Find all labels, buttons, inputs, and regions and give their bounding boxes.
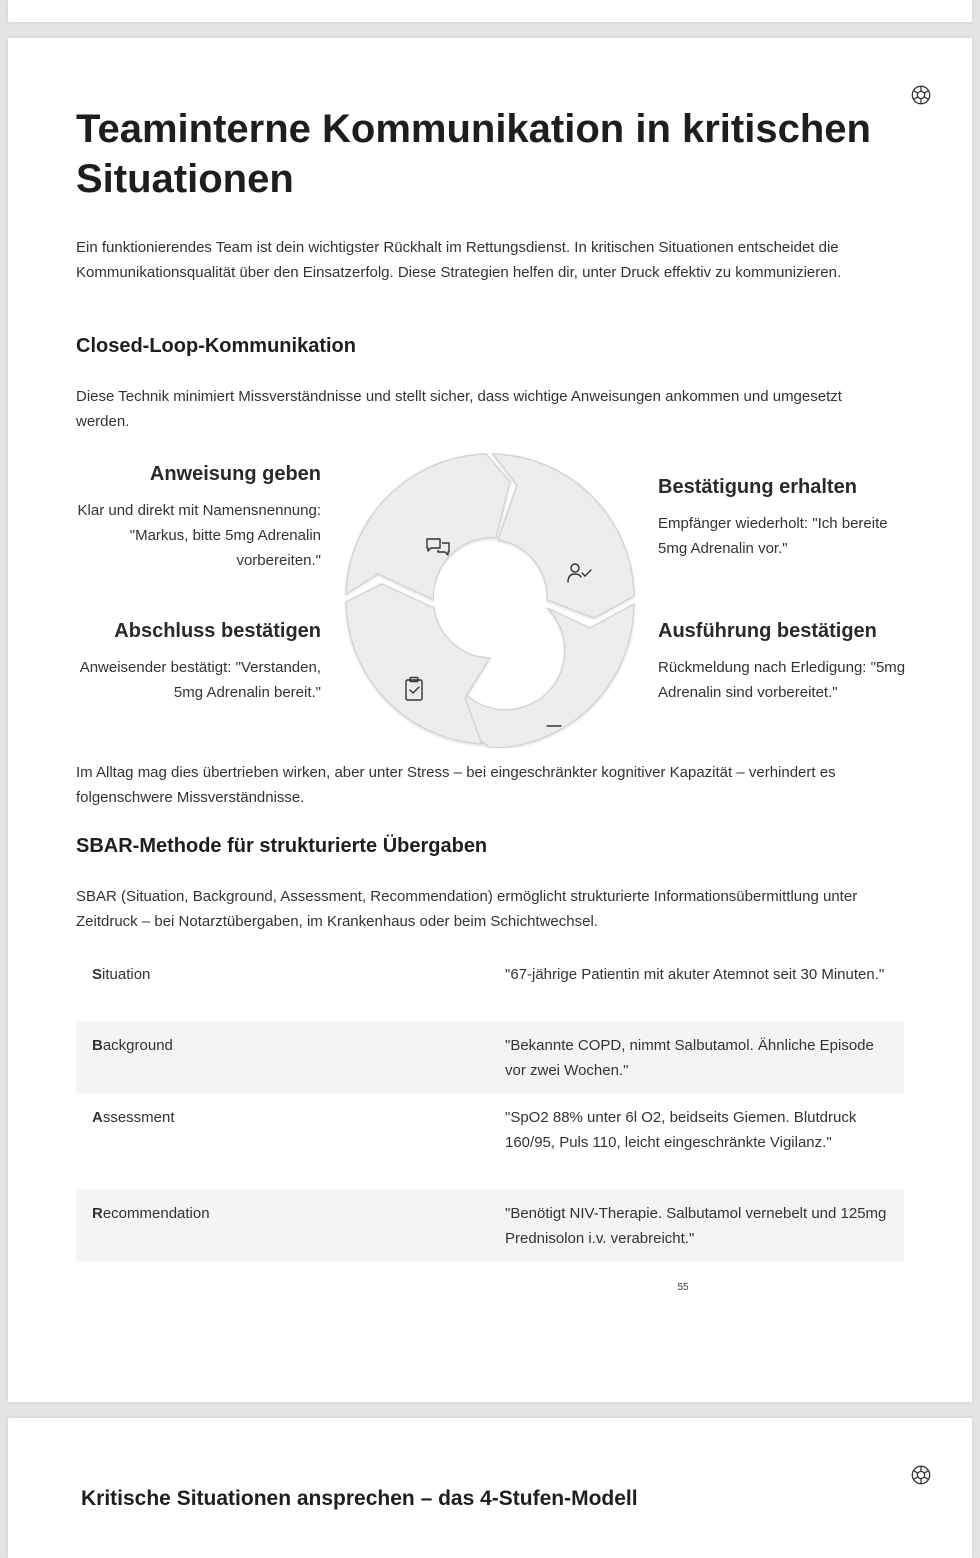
logo-icon	[910, 84, 932, 106]
table-row	[76, 1189, 904, 1261]
step-1-text: Klar und direkt mit Namensnennung: "Markus, bitte 5mg Adrenalin vorbereiten."	[77, 502, 321, 569]
step-4-title: Abschluss bestätigen	[114, 620, 321, 642]
page-title: Teaminterne Kommunikation in kritischen Situationen	[76, 107, 871, 201]
sbar-example: "67-jährige Patientin mit akuter Atemnot seit 30 Minuten."	[489, 950, 904, 1021]
page-number: 55	[677, 1282, 689, 1293]
document-page	[8, 38, 972, 1402]
sbar-key: Background	[76, 1021, 489, 1093]
step-2-title: Bestätigung erhalten	[658, 476, 857, 498]
closed-loop-description: Diese Technik minimiert Missverständnisse und stellt sicher, dass wichtige Anweisungen ankommen und umgesetzt werden.	[76, 388, 842, 430]
intro-paragraph: Ein funktionierendes Team ist dein wichtigster Rückhalt im Rettungsdienst. In kritischen Situationen entscheidet die Kommunikationsqualität über den Einsatzerfolg. Diese Strategien helfen dir, unter Druck effektiv zu kommunizieren.	[76, 239, 842, 281]
closed-loop-note: Im Alltag mag dies übertrieben wirken, aber unter Stress – bei eingeschränkter kognitiver Kapazität – verhindert es folgenschwere Missverständnisse.	[76, 764, 836, 806]
table-row	[76, 1093, 904, 1189]
sbar-example: "Benötigt NIV-Therapie. Salbutamol vernebelt und 125mg Prednisolon i.v. verabreicht."	[489, 1189, 904, 1261]
sbar-example: "SpO2 88% unter 6l O2, beidseits Giemen. Blutdruck 160/95, Puls 110, leicht eingeschränkte Vigilanz."	[489, 1093, 904, 1189]
cycle-center	[434, 542, 546, 654]
step-3-title: Ausführung bestätigen	[658, 620, 877, 642]
table-row	[76, 1021, 904, 1093]
next-page-title: Kritische Situationen ansprechen – das 4-Stufen-Modell	[81, 1487, 638, 1510]
sbar-table	[76, 950, 904, 1261]
next-page	[8, 1418, 972, 1558]
sbar-heading: SBAR-Methode für strukturierte Übergaben	[76, 835, 488, 857]
step-4-text: Anweisender bestätigt: "Verstanden, 5mg Adrenalin bereit."	[79, 659, 321, 701]
table-row	[76, 950, 904, 1021]
sbar-example: "Bekannte COPD, nimmt Salbutamol. Ähnliche Episode vor zwei Wochen."	[489, 1021, 904, 1093]
sbar-key: Recommendation	[76, 1189, 489, 1261]
logo-icon	[910, 1464, 932, 1486]
closed-loop-cycle-diagram	[340, 448, 640, 748]
step-3-text: Rückmeldung nach Erledigung: "5mg Adrenalin sind vorbereitet."	[658, 659, 906, 701]
sbar-key: Situation	[76, 950, 489, 1021]
step-1-title: Anweisung geben	[149, 463, 321, 485]
closed-loop-heading: Closed-Loop-Kommunikation	[76, 335, 356, 357]
sbar-key: Assessment	[76, 1093, 489, 1189]
sbar-description: SBAR (Situation, Background, Assessment, Recommendation) ermöglicht strukturierte Informationsübermittlung unter Zeitdruck – bei Notarztübergaben, im Krankenhaus oder beim Schichtwechsel.	[76, 888, 858, 930]
previous-page	[8, 0, 972, 22]
step-2-text: Empfänger wiederholt: "Ich bereite 5mg Adrenalin vor."	[658, 515, 888, 557]
